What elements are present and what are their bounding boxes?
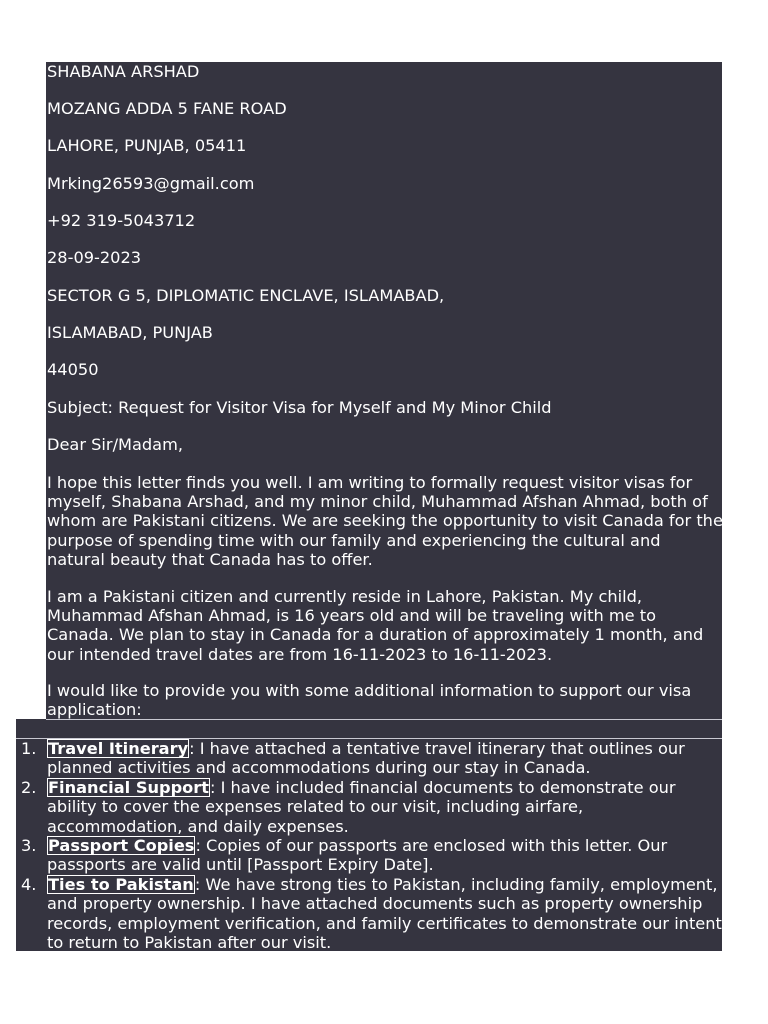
sender-city: LAHORE, PUNJAB, 05411 [47,136,247,155]
list-item [17,836,722,875]
supporting-info-list [17,739,722,952]
letter-date: 28-09-2023 [47,248,142,267]
list-item [17,875,722,953]
sender-name: SHABANA ARSHAD [47,62,200,81]
list-item-text: : We have strong ties to Pakistan, including family, employment, and property ownership. I have attached documents such as property ownership records, employment verification, and family certificates to demonstrate our intent to return to Pakistan after our visit. [47,874,722,953]
body-paragraph-support: I would like to provide you with some additional information to support our visa application: [47,681,692,720]
recipient-address-line1: SECTOR G 5, DIPLOMATIC ENCLAVE, ISLAMABAD, [47,286,445,305]
letter-subject: Subject: Request for Visitor Visa for Myself and My Minor Child [47,398,552,417]
list-item-text: : I have attached a tentative travel itinerary that outlines our planned activities and accommodations during our stay in Canada. [47,739,685,778]
list-number: 1. [21,739,37,758]
list-item-text: : I have included financial documents to demonstrate our ability to cover the expenses related to our visit, including airfare, accommodation, and daily expenses. [47,777,676,836]
list-item [17,739,722,778]
body-paragraph-intro: I hope this letter finds you well. I am writing to formally request visitor visas for myself, Shabana Arshad, and my minor child, Muhammad Afshan Ahmad, both of whom are Pakistani citizens. We are seeking the opportunity to visit Canada for the purpose of spending time with our family and experiencing the cultural and natural beauty that Canada has to offer. [47,473,723,569]
list-number: 4. [21,874,37,894]
list-term-travel-itinerary: Travel Itinerary [48,739,189,758]
list-item-text: : Copies of our passports are enclosed with this letter. Our passports are valid until [Passport Expiry Date]. [47,836,668,875]
list-term-ties-to-pakistan: Ties to Pakistan [48,874,194,894]
recipient-address-line2: ISLAMABAD, PUNJAB [47,323,213,342]
sender-phone: +92 319-5043712 [47,211,196,230]
list-term-passport-copies: Passport Copies [48,836,195,856]
list-number: 2. [21,777,37,797]
recipient-postal-code: 44050 [47,360,99,379]
sender-email: Mrking26593@gmail.com [47,174,255,193]
list-number: 3. [21,836,37,856]
sender-street: MOZANG ADDA 5 FANE ROAD [47,99,287,118]
body-paragraph-details: I am a Pakistani citizen and currently reside in Lahore, Pakistan. My child, Muhammad Afshan Ahmad, is 16 years old and will be traveling with me to Canada. We plan to stay in Canada for a duration of approximately 1 month, and our intended travel dates are from 16-11-2023 to 16-11-2023. [47,587,704,664]
list-item [17,778,722,836]
list-term-financial-support: Financial Support [48,777,210,797]
salutation: Dear Sir/Madam, [47,435,184,454]
